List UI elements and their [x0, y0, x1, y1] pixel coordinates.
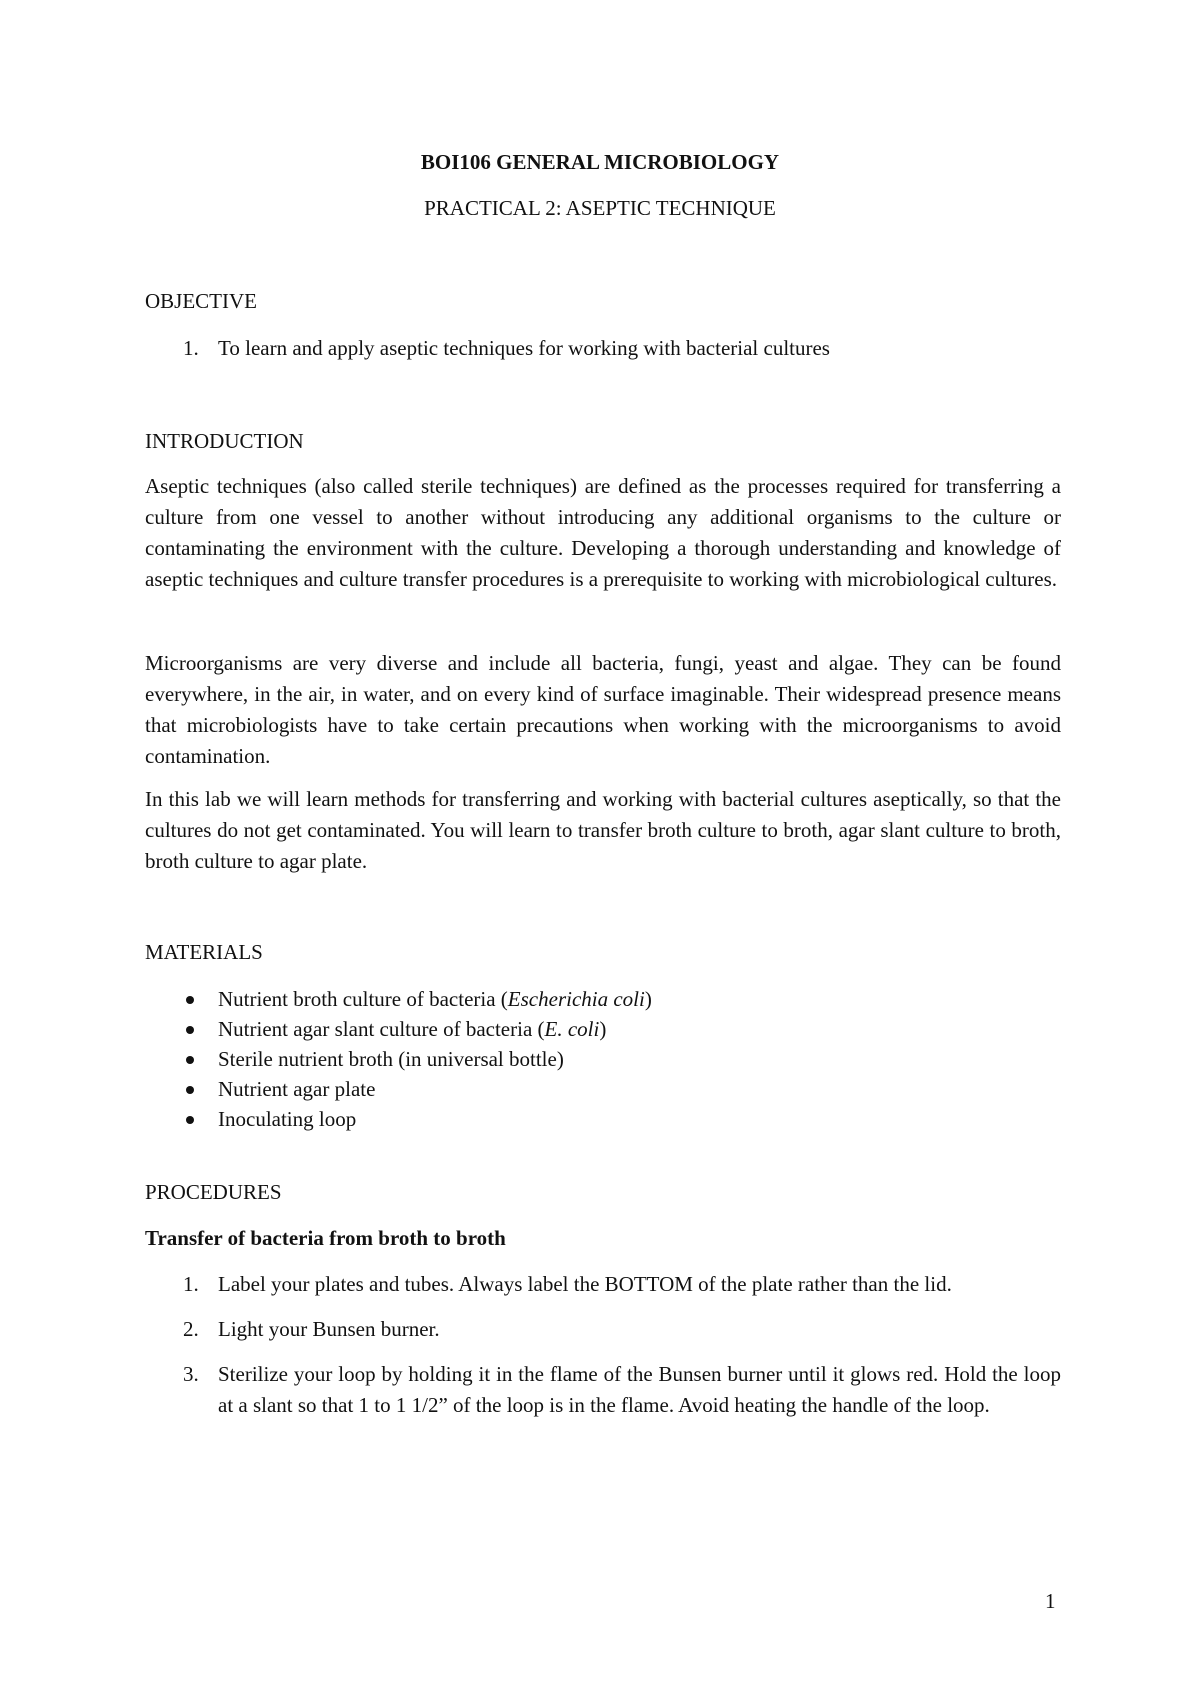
- bullet-icon: [186, 1116, 194, 1124]
- document-title: BOI106 GENERAL MICROBIOLOGY: [420, 150, 780, 174]
- introduction-heading: INTRODUCTION: [145, 429, 304, 453]
- material-item: Nutrient agar slant culture of bacteria (E. coli): [145, 1014, 1061, 1044]
- bullet-icon: [186, 996, 194, 1004]
- procedure-step-text: Label your plates and tubes. Always label the BOTTOM of the plate rather than the lid.: [218, 1272, 952, 1296]
- material-item: Inoculating loop: [145, 1104, 1061, 1134]
- procedure-step-number: 3.: [183, 1362, 199, 1386]
- objective-item: [145, 333, 1061, 364]
- introduction-paragraph-2: Microorganisms are very diverse and include all bacteria, fungi, yeast and algae. They can be found everywhere, in the air, in water, and on every kind of surface imaginable. Their widespread presence means that microbiologists have to take certain precautions when working with the microorganisms to avoid contamination.: [145, 651, 1061, 768]
- document-subtitle: PRACTICAL 2: ASEPTIC TECHNIQUE: [424, 196, 776, 220]
- procedures-subheading: Transfer of bacteria from broth to broth: [145, 1226, 506, 1250]
- procedure-step-number: 2.: [183, 1317, 199, 1341]
- procedure-step-text: Sterilize your loop by holding it in the flame of the Bunsen burner until it glows red. Hold the loop at a slant so that 1 to 1 1/2” of the loop is in the flame. Avoid heating the handle of the loop.: [218, 1362, 1061, 1417]
- objective-list: [145, 333, 1061, 364]
- procedure-step-number: 1.: [183, 1272, 199, 1296]
- material-item: Nutrient broth culture of bacteria (Escherichia coli): [145, 984, 1061, 1014]
- objective-heading: OBJECTIVE: [145, 289, 257, 313]
- procedure-step: [145, 1314, 1061, 1345]
- bullet-icon: [186, 1086, 194, 1094]
- procedure-step: [145, 1269, 1061, 1300]
- bullet-icon: [186, 1026, 194, 1034]
- materials-list: [145, 984, 1061, 1134]
- materials-heading: MATERIALS: [145, 940, 263, 964]
- procedures-heading: PROCEDURES: [145, 1180, 282, 1204]
- objective-item-number: 1.: [183, 336, 199, 360]
- objective-item-text: To learn and apply aseptic techniques for working with bacterial cultures: [218, 336, 830, 360]
- material-item: Nutrient agar plate: [145, 1074, 1061, 1104]
- procedure-step: [145, 1359, 1061, 1421]
- procedure-step-text: Light your Bunsen burner.: [218, 1317, 440, 1341]
- page-number: 1: [1045, 1589, 1056, 1613]
- procedure-steps: [145, 1269, 1061, 1421]
- introduction-paragraph-1: Aseptic techniques (also called sterile techniques) are defined as the processes required for transferring a culture from one vessel to another without introducing any additional organisms to the culture or contaminating the environment with the culture. Developing a thorough understanding and knowledge of aseptic techniques and culture transfer procedures is a prerequisite to working with microbiological cultures.: [145, 474, 1061, 591]
- introduction-paragraph-3: In this lab we will learn methods for transferring and working with bacterial cultures aseptically, so that the cultures do not get contaminated. You will learn to transfer broth culture to broth, agar slant culture to broth, broth culture to agar plate.: [145, 787, 1061, 873]
- material-item: Sterile nutrient broth (in universal bottle): [145, 1044, 1061, 1074]
- bullet-icon: [186, 1056, 194, 1064]
